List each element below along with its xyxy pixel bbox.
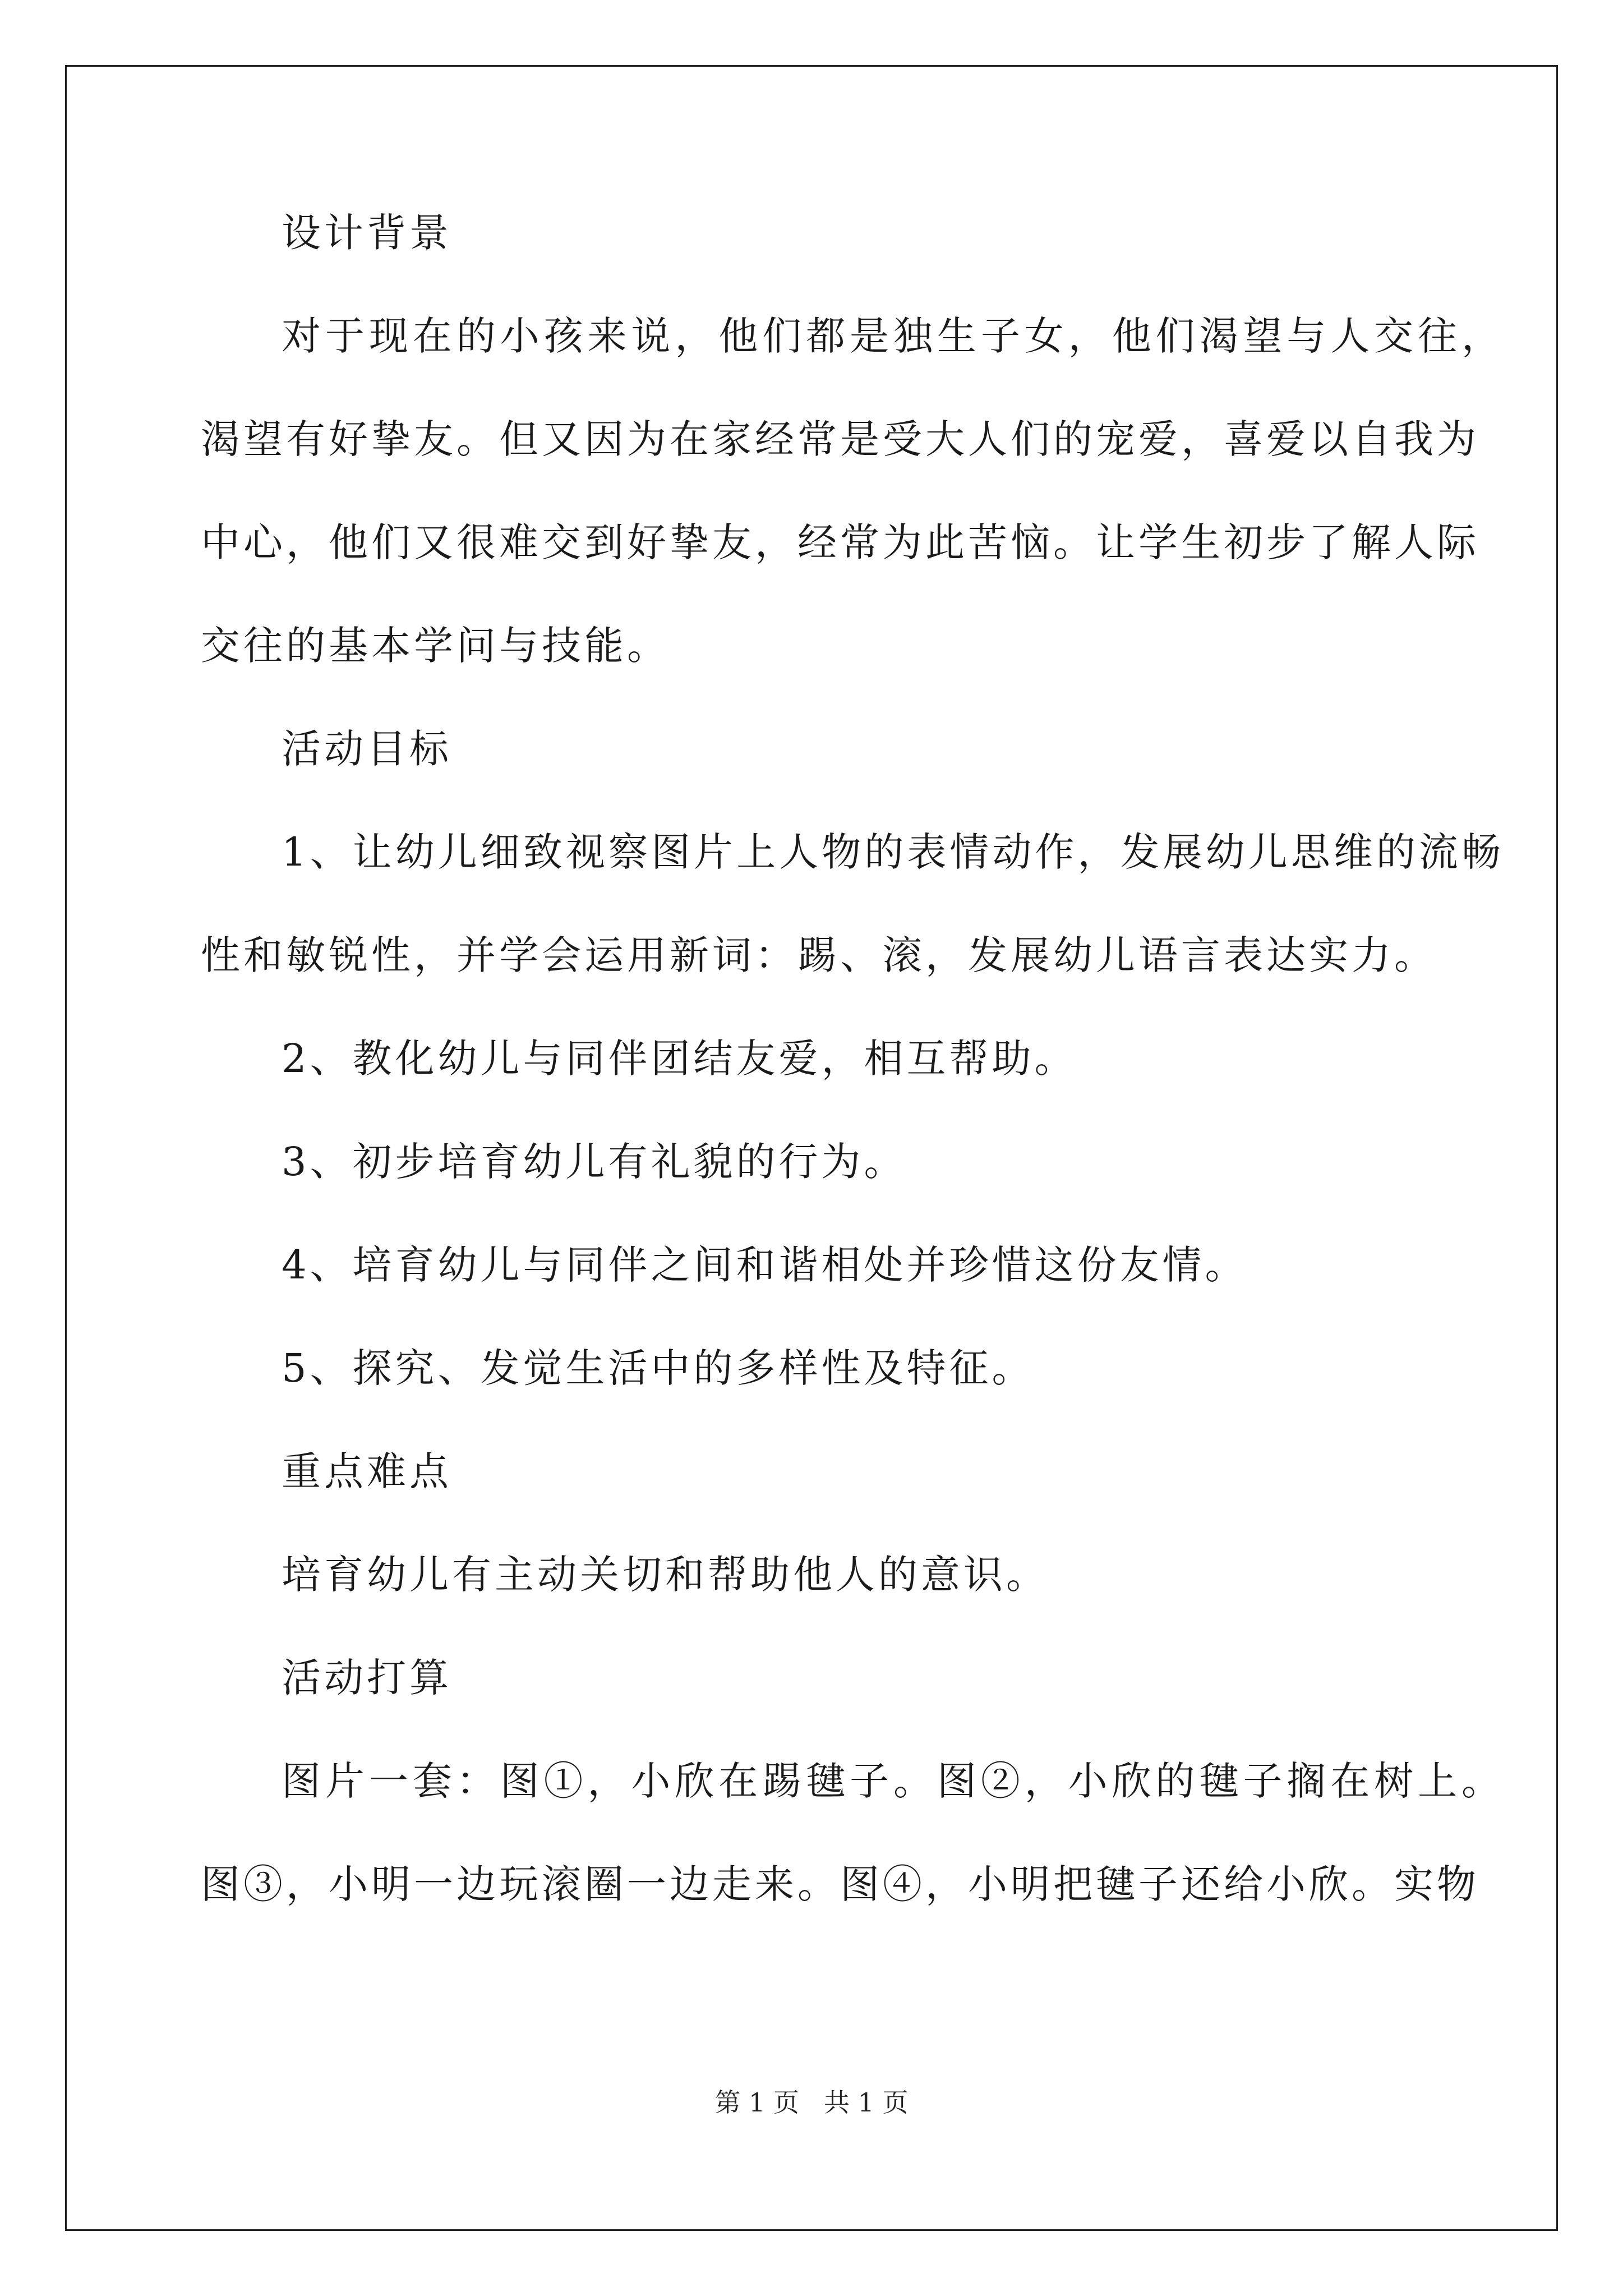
paragraph-line: 中心，他们又很难交到好挚友，经常为此苦恼。让学生初步了解人际 bbox=[201, 519, 1479, 565]
paragraph-line: 交往的基本学问与技能。 bbox=[201, 623, 670, 669]
goal-item-1: 1、让幼儿细致视察图片上人物的表情动作，发展幼儿思维的流畅 bbox=[282, 829, 1504, 875]
heading-key-points: 重点难点 bbox=[282, 1448, 452, 1494]
paragraph-line: 图片一套：图①，小欣在踢毽子。图②，小欣的毽子搁在树上。 bbox=[282, 1758, 1504, 1804]
heading-activity-goals: 活动目标 bbox=[282, 726, 452, 772]
page-number: 第 1 页 bbox=[714, 2087, 800, 2118]
paragraph-line: 图③，小明一边玩滚圈一边走来。图④，小明把毽子还给小欣。实物 bbox=[201, 1861, 1479, 1907]
paragraph-line: 渴望有好挚友。但又因为在家经常是受大人们的宠爱，喜爱以自我为 bbox=[201, 416, 1479, 462]
paragraph-line: 对于现在的小孩来说，他们都是独生子女，他们渴望与人交往， bbox=[282, 313, 1504, 359]
page-total: 共 1 页 bbox=[823, 2087, 909, 2118]
heading-design-background: 设计背景 bbox=[282, 210, 452, 256]
goal-item-5: 5、探究、发觉生活中的多样性及特征。 bbox=[282, 1345, 1035, 1391]
goal-item-4: 4、培育幼儿与同伴之间和谐相处并珍惜这份友情。 bbox=[282, 1242, 1248, 1288]
goal-item-2: 2、教化幼儿与同伴团结友爱，相互帮助。 bbox=[282, 1036, 1077, 1082]
paragraph-line: 性和敏锐性，并学会运用新词：踢、滚，发展幼儿语言表达实力。 bbox=[201, 932, 1437, 978]
paragraph-line: 培育幼儿有主动关切和帮助他人的意识。 bbox=[282, 1552, 1049, 1598]
heading-activity-preparation: 活动打算 bbox=[282, 1655, 452, 1701]
goal-item-3: 3、初步培育幼儿有礼貌的行为。 bbox=[282, 1139, 907, 1185]
page-footer bbox=[0, 2087, 1623, 2118]
